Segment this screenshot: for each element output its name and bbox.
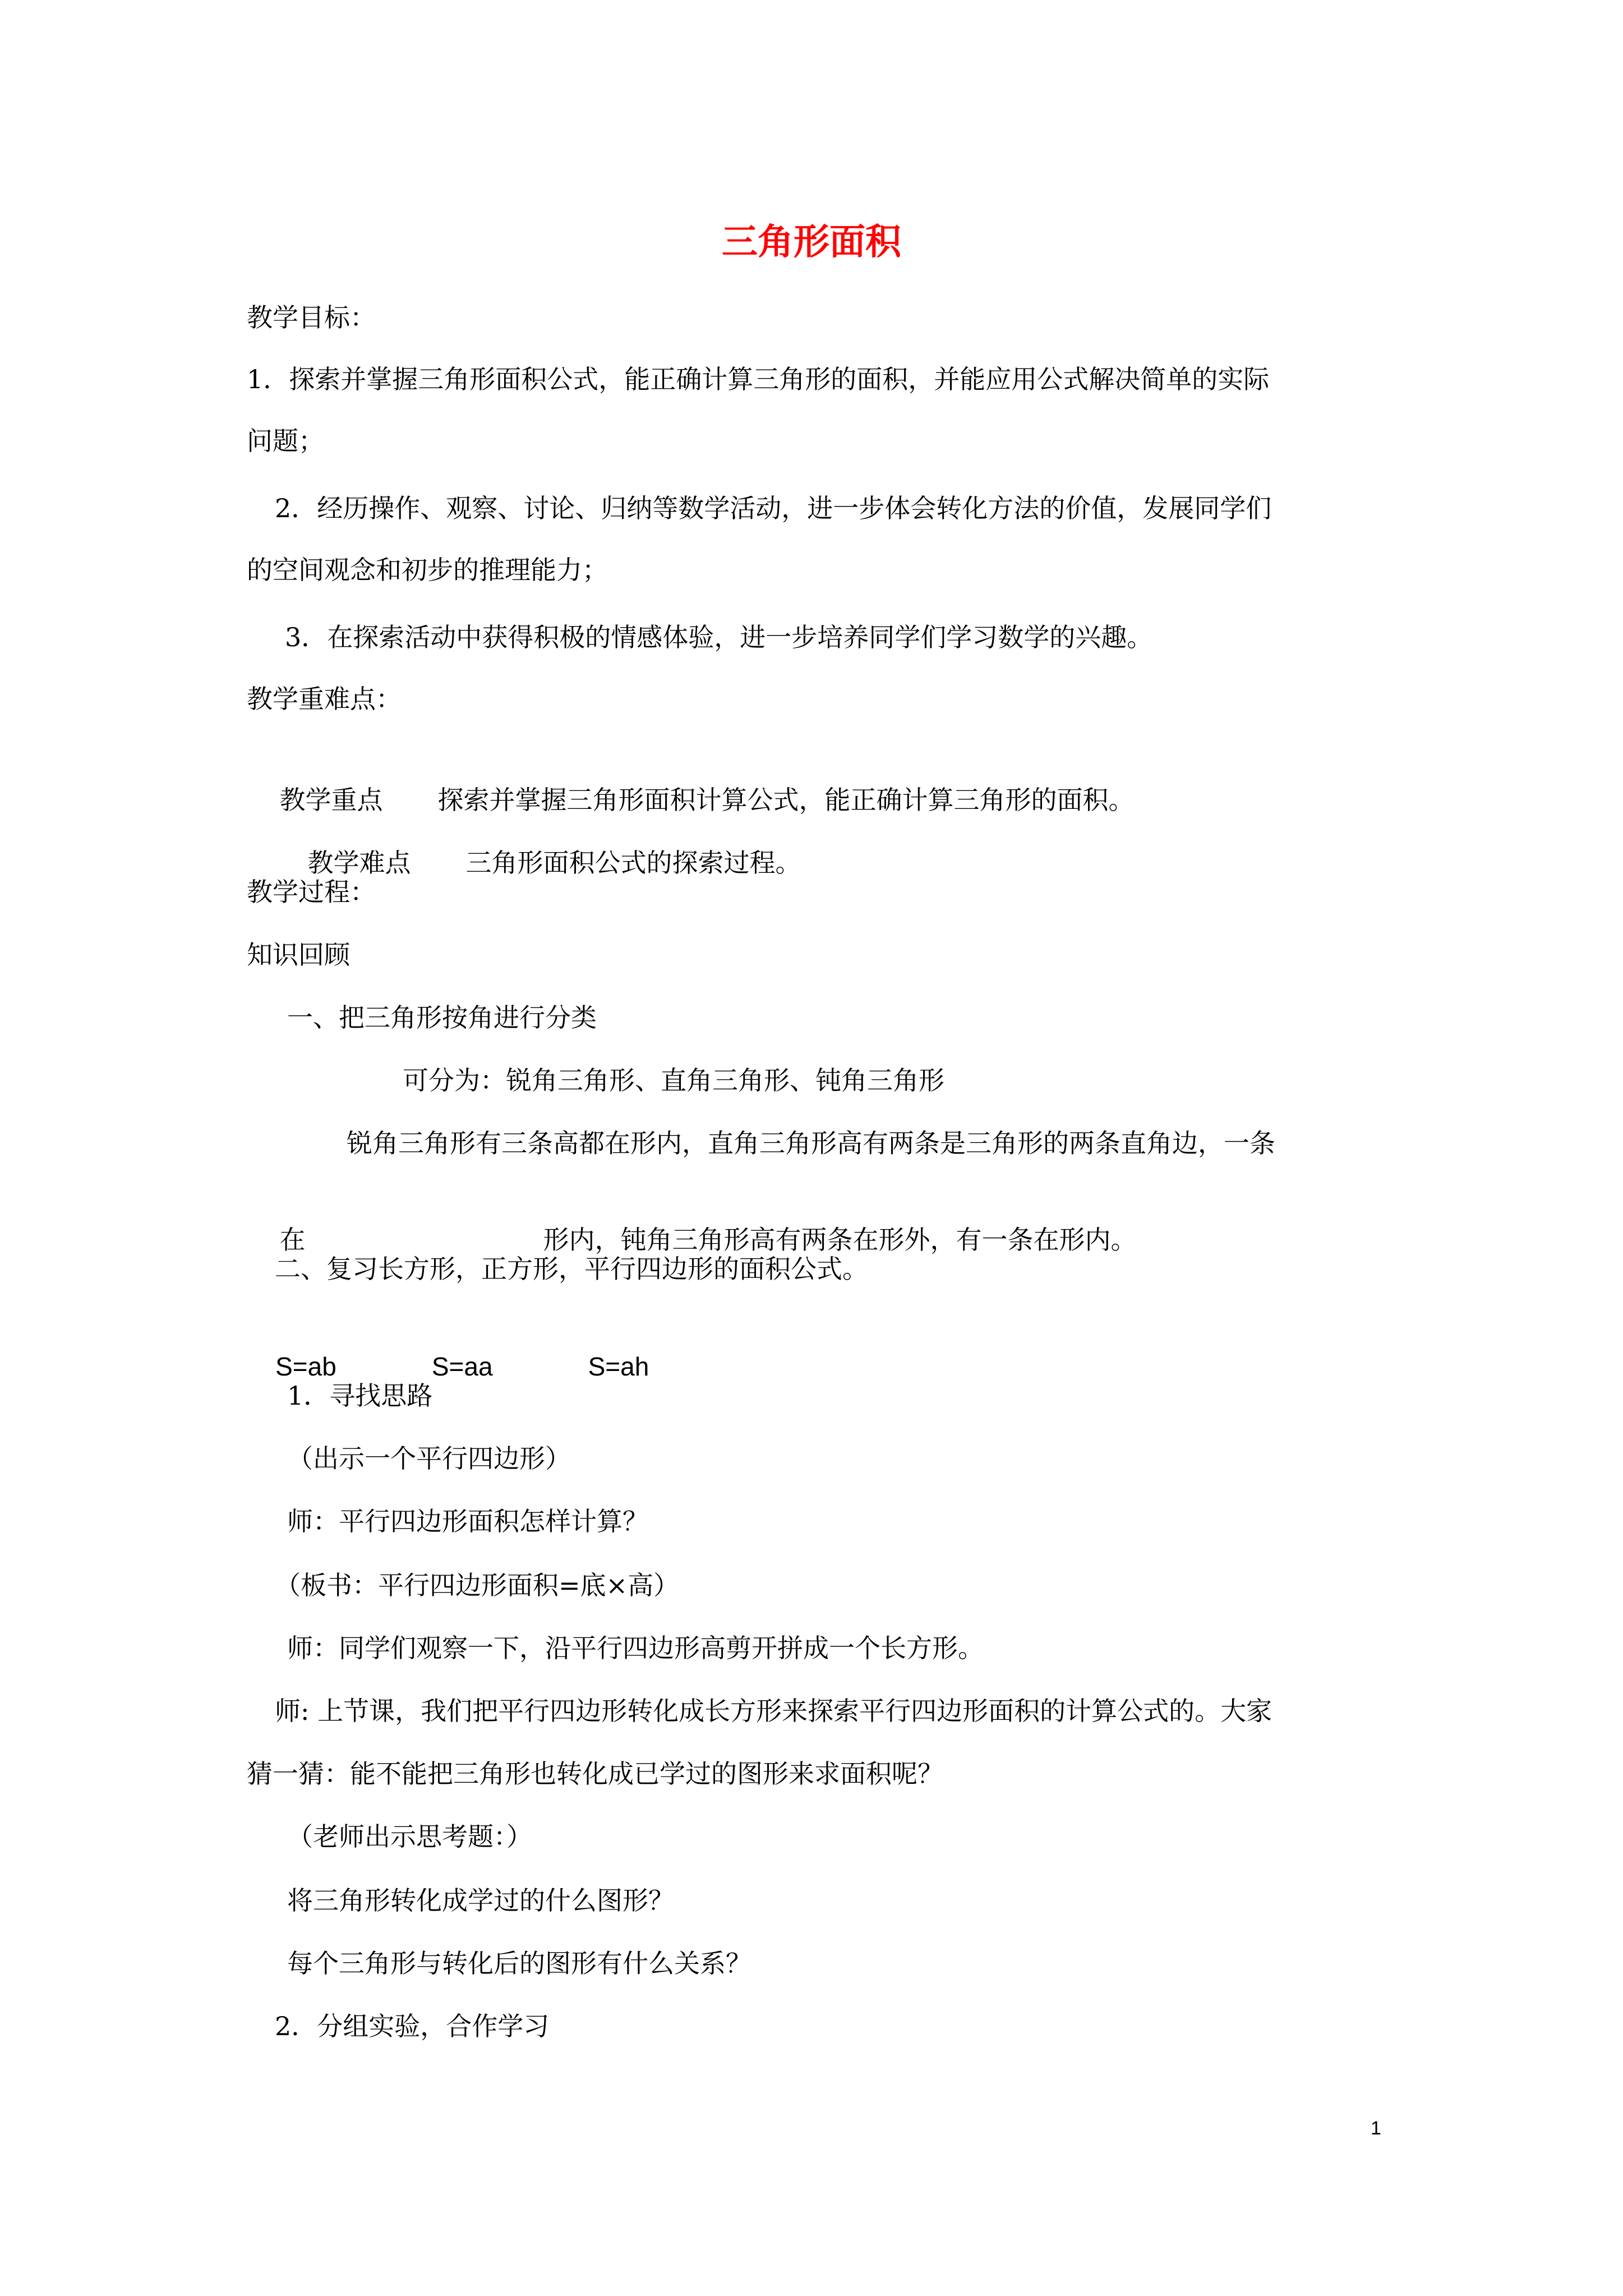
review-one: 一、把三角形按角进行分类 — [287, 1002, 597, 1033]
formula-rectangle: S=ab — [275, 1352, 336, 1381]
objectives-heading: 教学目标： — [247, 302, 376, 333]
teacher-question-2: 师：同学们观察一下，沿平行四边形高剪开拼成一个长方形。 — [287, 1633, 984, 1663]
heights-line-2-end: 形内，钝角三角形高有两条在形外，有一条在形内。 — [543, 1225, 1137, 1255]
show-parallelogram: （出示一个平行四边形） — [287, 1443, 571, 1474]
step-1: 1．寻找思路 — [287, 1381, 433, 1411]
think-question-2: 每个三角形与转化后的图形有什么关系？ — [287, 1948, 751, 1978]
board-note: （板书：平行四边形面积=底×高） — [275, 1570, 680, 1600]
step-2: 2．分组实验，合作学习 — [275, 2011, 550, 2041]
teaching-difficulty-label: 教学难点 — [307, 848, 411, 878]
teacher-question-3-line-2: 猜一猜：能不能把三角形也转化成已学过的图形来求面积呢？ — [247, 1759, 943, 1789]
triangle-classification: 可分为：锐角三角形、直角三角形、钝角三角形 — [403, 1065, 944, 1096]
teaching-difficulty-text: 三角形面积公式的探索过程。 — [465, 848, 801, 878]
teacher-question-3-line-1: 师: 上节课，我们把平行四边形转化成长方形来探索平行四边形面积的计算公式的。大家 — [275, 1696, 1272, 1726]
objective-2-line-1: 2．经历操作、观察、讨论、归纳等数学活动，进一步体会转化方法的价值，发展同学们 — [275, 493, 1272, 523]
heights-line-2-start: 在 — [279, 1225, 306, 1255]
key-points-heading: 教学重难点： — [247, 684, 402, 714]
document-title: 三角形面积 — [722, 221, 901, 263]
objective-1-line-2: 问题； — [247, 426, 324, 456]
objective-1-line-1: 1．探索并掌握三角形面积公式，能正确计算三角形的面积，并能应用公式解决简单的实际 — [247, 364, 1270, 394]
formula-parallelogram: S=ah — [588, 1352, 649, 1381]
teaching-focus-label: 教学重点 — [279, 785, 383, 815]
heights-line-1: 锐角三角形有三条高都在形内，直角三角形高有两条是三角形的两条直角边，一条 — [347, 1128, 1275, 1158]
objective-2-line-2: 的空间观念和初步的推理能力； — [247, 555, 608, 585]
review-two: 二、复习长方形，正方形，平行四边形的面积公式。 — [275, 1254, 868, 1284]
think-prompt: （老师出示思考题：） — [287, 1821, 532, 1852]
page-number: 1 — [1371, 2118, 1381, 2139]
teacher-question-1: 师：平行四边形面积怎样计算？ — [287, 1506, 648, 1536]
think-question-1: 将三角形转化成学过的什么图形？ — [287, 1885, 674, 1916]
teaching-focus-text: 探索并掌握三角形面积计算公式，能正确计算三角形的面积。 — [437, 785, 1135, 815]
process-heading: 教学过程： — [247, 877, 376, 907]
formula-square: S=aa — [431, 1352, 493, 1381]
review-heading: 知识回顾 — [247, 940, 350, 970]
objective-3: 3．在探索活动中获得积极的情感体验，进一步培养同学们学习数学的兴趣。 — [285, 622, 1153, 652]
